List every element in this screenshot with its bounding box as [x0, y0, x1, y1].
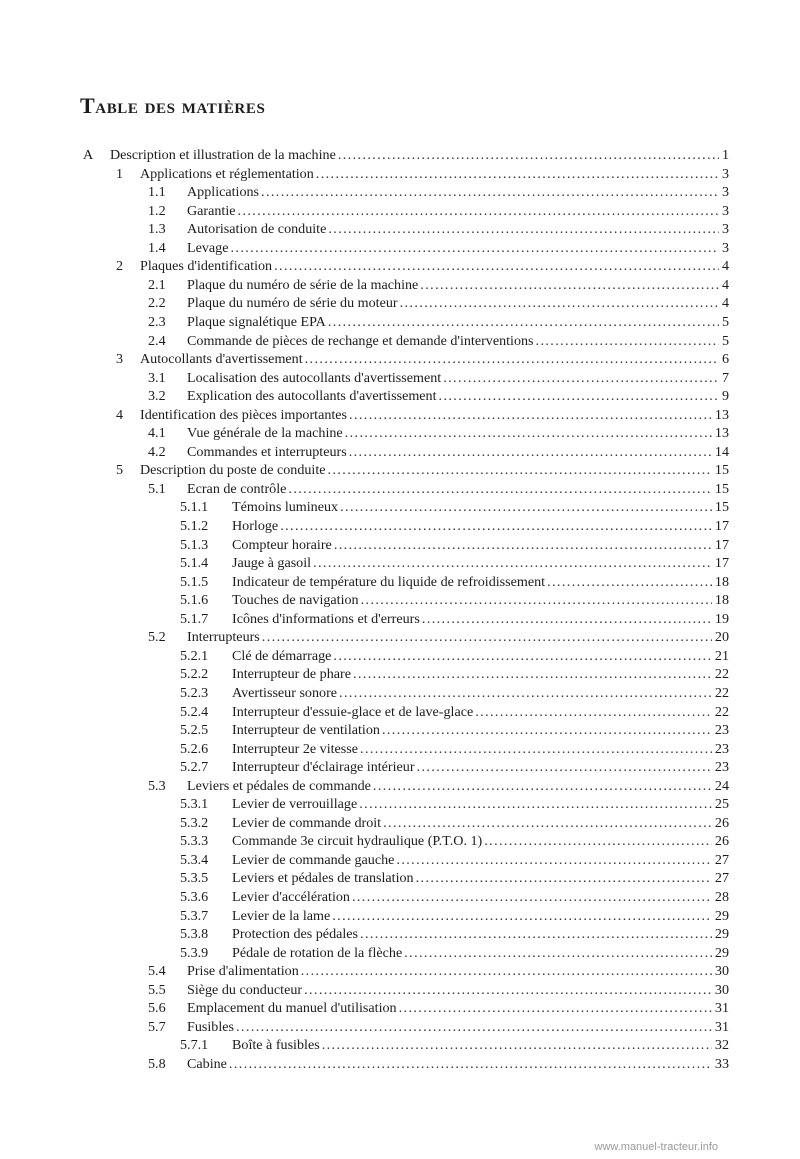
toc-leader-dots	[361, 590, 712, 610]
toc-entry-title: Interrupteur d'éclairage intérieur	[232, 759, 415, 776]
toc-entry-title: Plaques d'identification	[140, 258, 273, 275]
toc-entry-page: 3	[721, 165, 729, 182]
toc-entry-page: 30	[714, 963, 729, 980]
toc-entry-title: Identification des pièces importantes	[140, 406, 348, 423]
toc-entry-title: Jauge à gasoil	[232, 555, 312, 572]
toc-leader-dots	[373, 776, 712, 796]
toc-entry[interactable]	[148, 312, 729, 332]
toc-entry[interactable]	[148, 1054, 729, 1074]
toc-entry-page: 27	[714, 851, 729, 868]
toc-leader-dots	[274, 256, 719, 276]
toc-entry-page: 7	[721, 369, 729, 386]
toc-entry-page: 13	[714, 425, 729, 442]
toc-entry[interactable]	[180, 739, 729, 759]
toc-entry-page: 19	[714, 610, 729, 627]
toc-leader-dots	[288, 479, 712, 499]
toc-entry-page: 23	[714, 759, 729, 776]
toc-entry-title: Commande 3e circuit hydraulique (P.T.O. 1)	[232, 833, 483, 850]
toc-leader-dots	[382, 720, 712, 740]
toc-entry-number: 5.8	[148, 1055, 166, 1072]
toc-entry-number: 1.3	[148, 221, 166, 238]
toc-entry-title: Interrupteur de ventilation	[232, 722, 380, 739]
toc-entry-title: Levage	[187, 239, 229, 256]
toc-leader-dots	[439, 386, 719, 406]
toc-leader-dots	[484, 831, 712, 851]
toc-leader-dots	[420, 275, 719, 295]
toc-entry-number: 5.1.2	[180, 518, 209, 534]
toc-entry-title: Commandes et interrupteurs	[187, 443, 347, 460]
toc-leader-dots	[322, 1035, 712, 1055]
toc-entry-title: Levier de la lame	[232, 907, 331, 924]
toc-entry-page: 32	[714, 1037, 729, 1054]
toc-entry-page: 22	[714, 684, 729, 701]
toc-entry-number: 2.2	[148, 295, 166, 312]
toc-entry-page: 17	[714, 518, 729, 534]
toc-entry-page: 18	[714, 592, 729, 609]
toc-entry-page: 9	[721, 388, 729, 405]
toc-entry-title: Plaque du numéro de série du moteur	[187, 295, 398, 312]
toc-entry-number: 2	[116, 258, 124, 275]
toc-entry-page: 29	[714, 926, 729, 943]
toc-entry-page: 24	[714, 777, 729, 794]
toc-entry[interactable]	[180, 553, 729, 573]
toc-leader-dots	[400, 293, 719, 313]
footer-url: www.manuel-tracteur.info	[594, 1141, 718, 1153]
toc-entry-title: Interrupteur de phare	[232, 666, 351, 683]
toc-entry-title: Compteur horaire	[232, 536, 332, 553]
toc-entry-title: Indicateur de température du liquide de refroidissement	[232, 573, 546, 590]
toc-entry-number: 5.2.7	[180, 759, 209, 776]
toc-entry[interactable]	[180, 516, 729, 536]
toc-entry-title: Emplacement du manuel d'utilisation	[187, 1000, 397, 1017]
toc-leader-dots	[353, 664, 712, 684]
toc-entry-title: Ecran de contrôle	[187, 480, 287, 497]
toc-leader-dots	[352, 887, 712, 907]
toc-entry-number: 5.7.1	[180, 1037, 209, 1054]
toc-entry[interactable]	[180, 757, 729, 777]
toc-entry-number: 5.7	[148, 1018, 166, 1035]
toc-entry-page: 4	[721, 295, 729, 312]
toc-entry-number: 5.6	[148, 1000, 166, 1017]
toc-entry-number: 5.3.5	[180, 870, 209, 887]
toc-entry-title: Garantie	[187, 202, 236, 219]
toc-entry-title: Prise d'alimentation	[187, 963, 299, 980]
toc-entry-number: 5.2.1	[180, 647, 209, 664]
toc-entry-title: Leviers et pédales de commande	[187, 777, 371, 794]
toc-entry-number: 5.2.6	[180, 740, 209, 757]
toc-leader-dots	[404, 943, 712, 963]
toc-entry[interactable]	[116, 349, 729, 369]
toc-entry[interactable]	[148, 182, 729, 202]
toc-entry[interactable]	[180, 924, 729, 944]
toc-leader-dots	[345, 423, 712, 443]
toc-entry[interactable]	[148, 442, 729, 462]
toc-entry-page: 3	[721, 202, 729, 219]
toc-entry-page: 4	[721, 258, 729, 275]
toc-entry[interactable]	[148, 368, 729, 388]
toc-entry-number: 1	[116, 165, 124, 182]
toc-leader-dots	[316, 164, 719, 184]
toc-entry-number: 5.2.2	[180, 666, 209, 683]
toc-leader-dots	[547, 572, 712, 592]
toc-entry[interactable]	[180, 683, 729, 703]
toc-leader-dots	[328, 312, 719, 332]
toc-leader-dots	[328, 460, 712, 480]
toc-entry-title: Levier de verrouillage	[232, 796, 358, 813]
toc-entry-number: 5.3.3	[180, 833, 209, 850]
toc-entry-title: Pédale de rotation de la flèche	[232, 944, 403, 961]
toc-leader-dots	[340, 497, 712, 517]
toc-entry-number: 1.4	[148, 239, 166, 256]
toc-leader-dots	[339, 683, 712, 703]
toc-entry-page: 22	[714, 703, 729, 720]
toc-entry-number: 5.3.9	[180, 944, 209, 961]
toc-leader-dots	[301, 961, 712, 981]
toc-leader-dots	[359, 794, 712, 814]
toc-entry[interactable]	[180, 535, 729, 555]
toc-entry[interactable]	[180, 497, 729, 517]
toc-entry-title: Témoins lumineux	[232, 499, 339, 516]
toc-entry-page: 14	[714, 443, 729, 460]
toc-entry-page: 3	[721, 221, 729, 238]
toc-entry[interactable]	[148, 961, 729, 981]
toc-entry-page: 25	[714, 796, 729, 813]
toc-leader-dots	[304, 980, 712, 1000]
toc-entry-title: Plaque signalétique EPA	[187, 313, 326, 330]
toc-leader-dots	[238, 201, 719, 221]
toc-entry[interactable]	[180, 850, 729, 870]
toc-entry-title: Levier de commande droit	[232, 814, 382, 831]
toc-entry-number: 5.3.1	[180, 796, 209, 813]
toc-leader-dots	[332, 906, 712, 926]
toc-entry[interactable]	[180, 906, 729, 926]
toc-leader-dots	[280, 516, 712, 536]
toc-entry[interactable]	[116, 164, 729, 184]
toc-entry[interactable]	[180, 813, 729, 833]
toc-entry-title: Touches de navigation	[232, 592, 359, 609]
toc-entry-number: 4	[116, 406, 124, 423]
toc-leader-dots	[443, 368, 719, 388]
toc-entry-page: 28	[714, 889, 729, 905]
toc-entry-title: Autorisation de conduite	[187, 221, 327, 238]
toc-entry-title: Icônes d'informations et d'erreurs	[232, 610, 420, 627]
toc-leader-dots	[328, 219, 719, 239]
toc-entry[interactable]	[148, 776, 729, 796]
toc-entry-number: 2.3	[148, 313, 166, 330]
toc-entry-title: Description du poste de conduite	[140, 462, 326, 479]
toc-entry-page: 4	[721, 276, 729, 293]
toc-entry-title: Cabine	[187, 1055, 227, 1072]
toc-entry-title: Explication des autocollants d'avertissement	[187, 388, 437, 405]
toc-entry-number: 5.1.1	[180, 499, 209, 516]
toc-entry[interactable]	[180, 572, 729, 592]
toc-entry[interactable]	[148, 998, 729, 1018]
toc-entry-title: Description et illustration de la machine	[110, 147, 336, 163]
toc-entry-number: 5.2.3	[180, 684, 209, 701]
toc-entry-number: 5.2.5	[180, 722, 209, 739]
toc-entry[interactable]	[83, 145, 729, 165]
toc-entry-number: 5.5	[148, 981, 166, 998]
toc-entry-page: 15	[714, 480, 729, 497]
toc-entry-title: Levier de commande gauche	[232, 851, 395, 868]
toc-entry-number: 3	[116, 351, 124, 368]
toc-entry-page: 33	[714, 1055, 729, 1072]
toc-leader-dots	[475, 702, 712, 722]
toc-entry-number: 2.4	[148, 332, 166, 349]
toc-entry-page: 20	[714, 629, 729, 646]
toc-leader-dots	[416, 868, 712, 888]
toc-leader-dots	[422, 609, 712, 629]
toc-entry-number: 1.1	[148, 184, 166, 201]
toc-entry-page: 17	[714, 536, 729, 553]
toc-entry-title: Avertisseur sonore	[232, 684, 338, 701]
toc-entry-page: 13	[714, 406, 729, 423]
toc-entry[interactable]	[180, 609, 729, 629]
toc-entry-page: 29	[714, 907, 729, 924]
toc-entry-title: Plaque du numéro de série de la machine	[187, 276, 419, 293]
toc-leader-dots	[536, 331, 719, 351]
toc-leader-dots	[417, 757, 712, 777]
toc-entry-page: 31	[714, 1000, 729, 1017]
toc-entry-title: Vue générale de la machine	[187, 425, 343, 442]
toc-entry[interactable]	[180, 794, 729, 814]
toc-entry-title: Protection des pédales	[232, 926, 359, 943]
toc-entry[interactable]	[148, 238, 729, 258]
toc-entry-page: 31	[714, 1018, 729, 1035]
toc-entry-page: 18	[714, 573, 729, 590]
toc-entry-page: 27	[714, 870, 729, 887]
toc-leader-dots	[305, 349, 719, 369]
toc-entry-number: 5.1.4	[180, 555, 209, 572]
toc-entry-number: 5.3.7	[180, 907, 209, 924]
toc-entry-page: 23	[714, 722, 729, 739]
toc-entry-number: 5.4	[148, 963, 166, 980]
page-title: Table des matières	[80, 93, 266, 118]
toc-entry-number: 5.3.6	[180, 889, 209, 905]
toc-entry[interactable]	[180, 590, 729, 610]
toc-entry[interactable]	[116, 460, 729, 480]
toc-entry[interactable]	[180, 831, 729, 851]
toc-leader-dots	[360, 924, 712, 944]
toc-entry-title: Clé de démarrage	[232, 647, 332, 664]
toc-entry-page: 5	[721, 313, 729, 330]
toc-entry-number: 5.1.3	[180, 536, 209, 553]
toc-entry[interactable]	[116, 405, 729, 425]
toc-entry-title: Commande de pièces de rechange et demande d'interventions	[187, 332, 534, 349]
toc-entry-number: 3.1	[148, 369, 166, 386]
toc-leader-dots	[383, 813, 712, 833]
toc-entry-title: Interrupteur d'essuie-glace et de lave-glace	[232, 703, 474, 720]
toc-entry-page: 1	[721, 147, 729, 163]
toc-entry-number: 3.2	[148, 388, 166, 405]
toc-entry-page: 3	[721, 239, 729, 256]
toc-entry[interactable]	[180, 943, 729, 963]
toc-entry-page: 15	[714, 462, 729, 479]
toc-entry-page: 15	[714, 499, 729, 516]
toc-entry[interactable]	[148, 980, 729, 1000]
toc-entry-title: Autocollants d'avertissement	[140, 351, 303, 368]
toc-entry-page: 3	[721, 184, 729, 201]
toc-entry-title: Interrupteur 2e vitesse	[232, 740, 359, 757]
toc-leader-dots	[261, 182, 719, 202]
toc-leader-dots	[236, 1017, 712, 1037]
toc-entry-number: 1.2	[148, 202, 166, 219]
toc-leader-dots	[360, 739, 712, 759]
toc-leader-dots	[230, 238, 718, 258]
toc-entry[interactable]	[148, 627, 729, 647]
toc-entry[interactable]	[180, 887, 729, 907]
toc-entry-page: 6	[721, 351, 729, 368]
toc-entry[interactable]	[148, 219, 729, 239]
toc-entry-number: 5.1.5	[180, 573, 209, 590]
toc-leader-dots	[334, 535, 712, 555]
toc-entry-page: 21	[714, 647, 729, 664]
toc-entry[interactable]	[180, 646, 729, 666]
toc-entry[interactable]	[148, 275, 729, 295]
toc-entry[interactable]	[180, 720, 729, 740]
toc-leader-dots	[349, 442, 712, 462]
toc-entry[interactable]	[180, 868, 729, 888]
toc-entry[interactable]	[148, 1017, 729, 1037]
toc-entry-number: 5.3	[148, 777, 166, 794]
toc-entry-number: 5.3.2	[180, 814, 209, 831]
toc-entry-number: 2.1	[148, 276, 166, 293]
toc-entry[interactable]	[148, 331, 729, 351]
toc-entry[interactable]	[148, 386, 729, 406]
toc-entry-page: 26	[714, 833, 729, 850]
toc-entry[interactable]	[148, 293, 729, 313]
toc-entry-title: Interrupteurs	[187, 629, 260, 646]
toc-leader-dots	[349, 405, 712, 425]
toc-entry-page: 23	[714, 740, 729, 757]
toc-leader-dots	[313, 553, 712, 573]
toc-entry-number: A	[83, 147, 94, 163]
toc-entry-number: 4.1	[148, 425, 166, 442]
toc-leader-dots	[338, 145, 719, 165]
toc-entry[interactable]	[148, 423, 729, 443]
toc-entry[interactable]	[180, 664, 729, 684]
toc-leader-dots	[399, 998, 712, 1018]
toc-leader-dots	[396, 850, 712, 870]
toc-entry-number: 5.3.8	[180, 926, 209, 943]
toc-entry[interactable]	[180, 1035, 729, 1055]
toc-entry-title: Boîte à fusibles	[232, 1037, 320, 1054]
toc-entry-number: 5.1.7	[180, 610, 209, 627]
toc-entry-title: Fusibles	[187, 1018, 234, 1035]
toc-entry-page: 29	[714, 944, 729, 961]
toc-entry-page: 17	[714, 555, 729, 572]
toc-entry-page: 5	[721, 332, 729, 349]
toc-entry[interactable]	[180, 702, 729, 722]
toc-entry-page: 30	[714, 981, 729, 998]
toc-entry-title: Horloge	[232, 518, 279, 534]
toc-entry-page: 22	[714, 666, 729, 683]
toc-entry-title: Applications et réglementation	[140, 165, 314, 182]
toc-entry-title: Levier d'accélération	[232, 889, 350, 905]
toc-leader-dots	[333, 646, 712, 666]
toc-entry-number: 4.2	[148, 443, 166, 460]
toc-entry-number: 5.1	[148, 480, 166, 497]
toc-entry-number: 5.1.6	[180, 592, 209, 609]
toc-entry[interactable]	[148, 479, 729, 499]
toc-entry-title: Siège du conducteur	[187, 981, 303, 998]
toc-entry-number: 5.2.4	[180, 703, 209, 720]
toc-entry-page: 26	[714, 814, 729, 831]
toc-entry-number: 5	[116, 462, 124, 479]
toc-entry[interactable]	[148, 201, 729, 221]
toc-leader-dots	[229, 1054, 712, 1074]
toc-entry[interactable]	[116, 256, 729, 276]
toc-leader-dots	[262, 627, 712, 647]
toc-entry-title: Leviers et pédales de translation	[232, 870, 414, 887]
toc-entry-number: 5.2	[148, 629, 166, 646]
toc-entry-title: Applications	[187, 184, 260, 201]
toc-entry-number: 5.3.4	[180, 851, 209, 868]
toc-entry-title: Localisation des autocollants d'avertissement	[187, 369, 442, 386]
